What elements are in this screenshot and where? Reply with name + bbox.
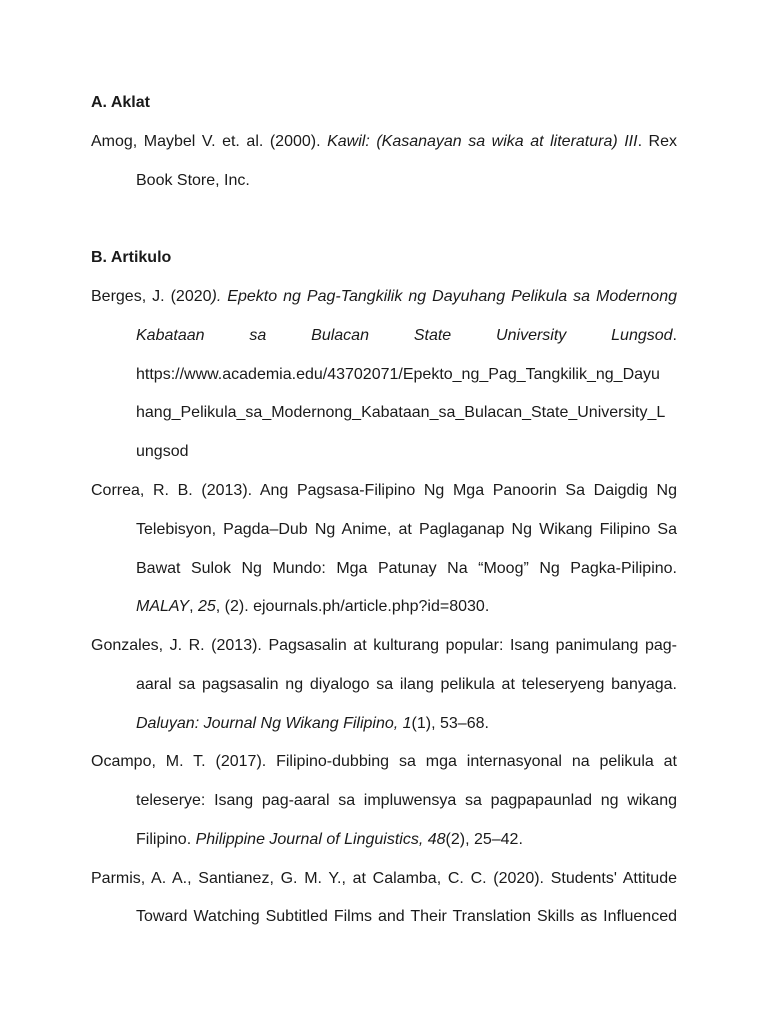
reference-gonzales-line-2: aaral sa pagsasalin ng diyalogo sa ilang pelikula at teleseryeng banyaga. [136, 676, 677, 693]
reference-berges-url-line-2: hang_Pelikula_sa_Modernong_Kabataan_sa_Bulacan_State_University_L [136, 404, 666, 421]
reference-gonzales-line-1: Gonzales, J. R. (2013). Pagsasalin at kulturang popular: Isang panimulang pag- [91, 637, 677, 654]
reference-parmis-line-2: Toward Watching Subtitled Films and Their Translation Skills as Influenced [136, 908, 677, 925]
reference-amog-line-1: Amog, Maybel V. et. al. (2000). Kawil: (Kasanayan sa wika at literatura) III. Rex [91, 133, 677, 150]
section-heading-aklat: A. Aklat [91, 94, 150, 111]
reference-berges-title: ). Epekto ng Pag-Tangkilik ng Dayuhang Pelikula sa Modernong [211, 288, 677, 305]
reference-gonzales-line-3: Daluyan: Journal Ng Wikang Filipino, 1(1), 53–68. [136, 715, 489, 732]
reference-correa-line-1: Correa, R. B. (2013). Ang Pagsasa-Filipino Ng Mga Panoorin Sa Daigdig Ng [91, 482, 677, 499]
reference-correa-line-4: MALAY, 25, (2). ejournals.ph/article.php?id=8030. [136, 598, 490, 615]
reference-amog-title: Kawil: (Kasanayan sa wika at literatura) III [327, 133, 638, 150]
reference-correa-line-3: Bawat Sulok Ng Mundo: Mga Patunay Na “Moog” Ng Pagka-Pilipino. [136, 560, 677, 577]
reference-berges-line-2: Kabataan sa Bulacan State University Lungsod. [136, 327, 677, 344]
reference-ocampo-line-2: teleserye: Isang pag-aaral sa impluwensya sa pagpapaunlad ng wikang [136, 792, 677, 809]
reference-correa-volume: 25 [197, 598, 216, 615]
section-heading-artikulo: B. Artikulo [91, 249, 172, 266]
reference-gonzales-journal: Daluyan: Journal Ng Wikang Filipino, 1 [136, 715, 412, 732]
reference-parmis-line-1: Parmis, A. A., Santianez, G. M. Y., at Calamba, C. C. (2020). Students' Attitude [91, 870, 677, 887]
reference-berges-line-1: Berges, J. (2020). Epekto ng Pag-Tangkilik ng Dayuhang Pelikula sa Modernong [91, 288, 677, 305]
reference-ocampo-line-1: Ocampo, M. T. (2017). Filipino-dubbing sa mga internasyonal na pelikula at [91, 753, 677, 770]
reference-correa-journal: MALAY [136, 598, 190, 615]
reference-berges-url-line-3: ungsod [136, 443, 189, 460]
reference-amog-line-2: Book Store, Inc. [136, 172, 250, 189]
reference-ocampo-journal: Philippine Journal of Linguistics, 48 [195, 831, 446, 848]
reference-berges-url-line-1: https://www.academia.edu/43702071/Epekto_ng_Pag_Tangkilik_ng_Dayu [136, 366, 660, 383]
reference-ocampo-line-3: Filipino. Philippine Journal of Linguistics, 48(2), 25–42. [136, 831, 523, 848]
reference-correa-line-2: Telebisyon, Pagda–Dub Ng Anime, at Paglaganap Ng Wikang Filipino Sa [136, 521, 677, 538]
